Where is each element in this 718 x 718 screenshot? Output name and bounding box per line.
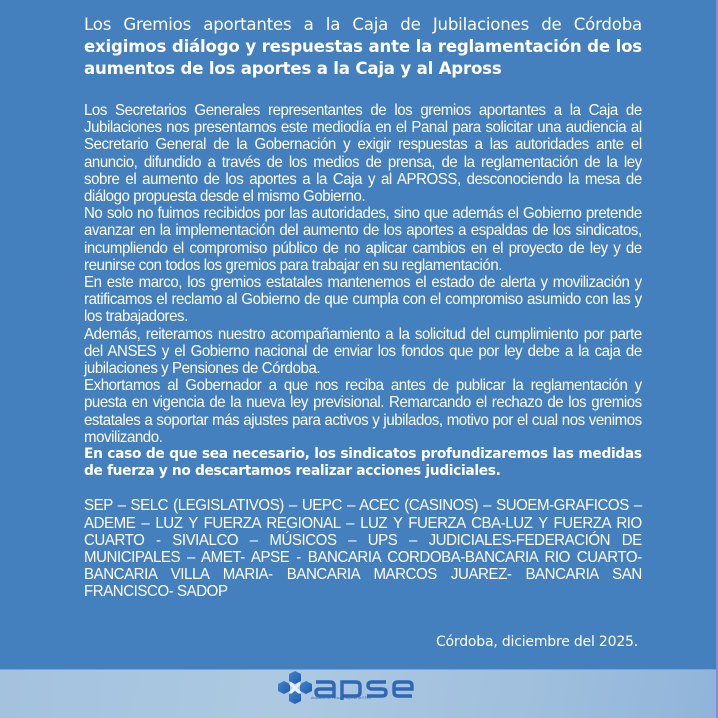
paragraph-3: En este marco, los gremios estatales mantenemos el estado de alerta y movilización y ratificamos el reclamo al Gobierno de que cumpla con el compromiso asumido con las y los trabajadores. [84,274,642,326]
title-line-bold: exigimos diálogo y respuestas ante la reglamentación de los aumentos de los aportes a la Caja y al Apross [84,37,642,78]
title-line-regular: Los Gremios aportantes a la Caja de Jubilaciones de Córdoba [84,15,642,34]
paragraph-5: Exhortamos al Gobernador a que nos reciba antes de publicar la reglamentación y puesta en vigencia de la nueva ley previsional. Remarcando el rechazo de los gremios estatales a soportar más ajustes para activos y jubilados, motivo por el cual nos venimos movilizando. [84,377,642,446]
paragraph-2: No solo no fuimos recibidos por las autoridades, sino que además el Gobierno pretende avanzar en la implementación del aumento de los aportes a espaldas de los sindicatos, incumpliendo el compromiso público de no aplicar cambios en el proyecto de ley y de reunirse con todos los gremios para trabajar en su reglamentación. [84,205,642,274]
statement-body [84,102,642,480]
signatory-unions: SEP – SELC (LEGISLATIVOS) – UEPC – ACEC (CASINOS) – SUOEM-GRAFICOS – ADEME – LUZ Y FUERZA REGIONAL – LUZ Y FUERZA CBA-LUZ Y FUERZA RIO CUARTO - SIVIALCO – MÚSICOS – UPS – JUDICIALES-FEDERACIÓN DE MUNICIPALES – AMET- APSE - BANCARIA CORDOBA-BANCARIA RIO CUARTO- BANCARIA VILLA MARIA- BANCARIA MARCOS JUAREZ- BANCARIA SAN FRANCISCO- SADOP [84,497,642,601]
dateline: Córdoba, diciembre del 2025. [435,634,638,650]
apse-logo [276,670,426,710]
closing-statement: En caso de que sea necesario, los sindicatos profundizaremos las medidas de fuerza y no descartamos realizar acciones judiciales. [84,446,642,480]
paragraph-4: Además, reiteramos nuestro acompañamiento a la solicitud del cumplimiento por parte del ANSES y el Gobierno nacional de enviar los fondos que por ley debe a la caja de jubilaciones y Pensiones de Córdoba. [84,325,642,378]
statement-content [84,14,642,601]
apse-logo-subtitle: Asociación de Personal Superior de EPEC [311,696,372,700]
apse-logo-icon [276,670,314,706]
paragraph-1: Los Secretarios Generales representantes de los gremios aportantes a la Caja de Jubilaciones nos presentamos este mediodía en el Panal para solicitar una audiencia al Secretario General de la Gobernación y exigir respuestas a las autoridades ante el anuncio, difundido a través de los medios de prensa, de la reglamentación de la ley sobre el aumento de los aportes a la Caja y al APROSS, desconociendo la mesa de diálogo propuesta desde el mismo Gobierno. [84,102,642,206]
statement-title [84,14,642,80]
